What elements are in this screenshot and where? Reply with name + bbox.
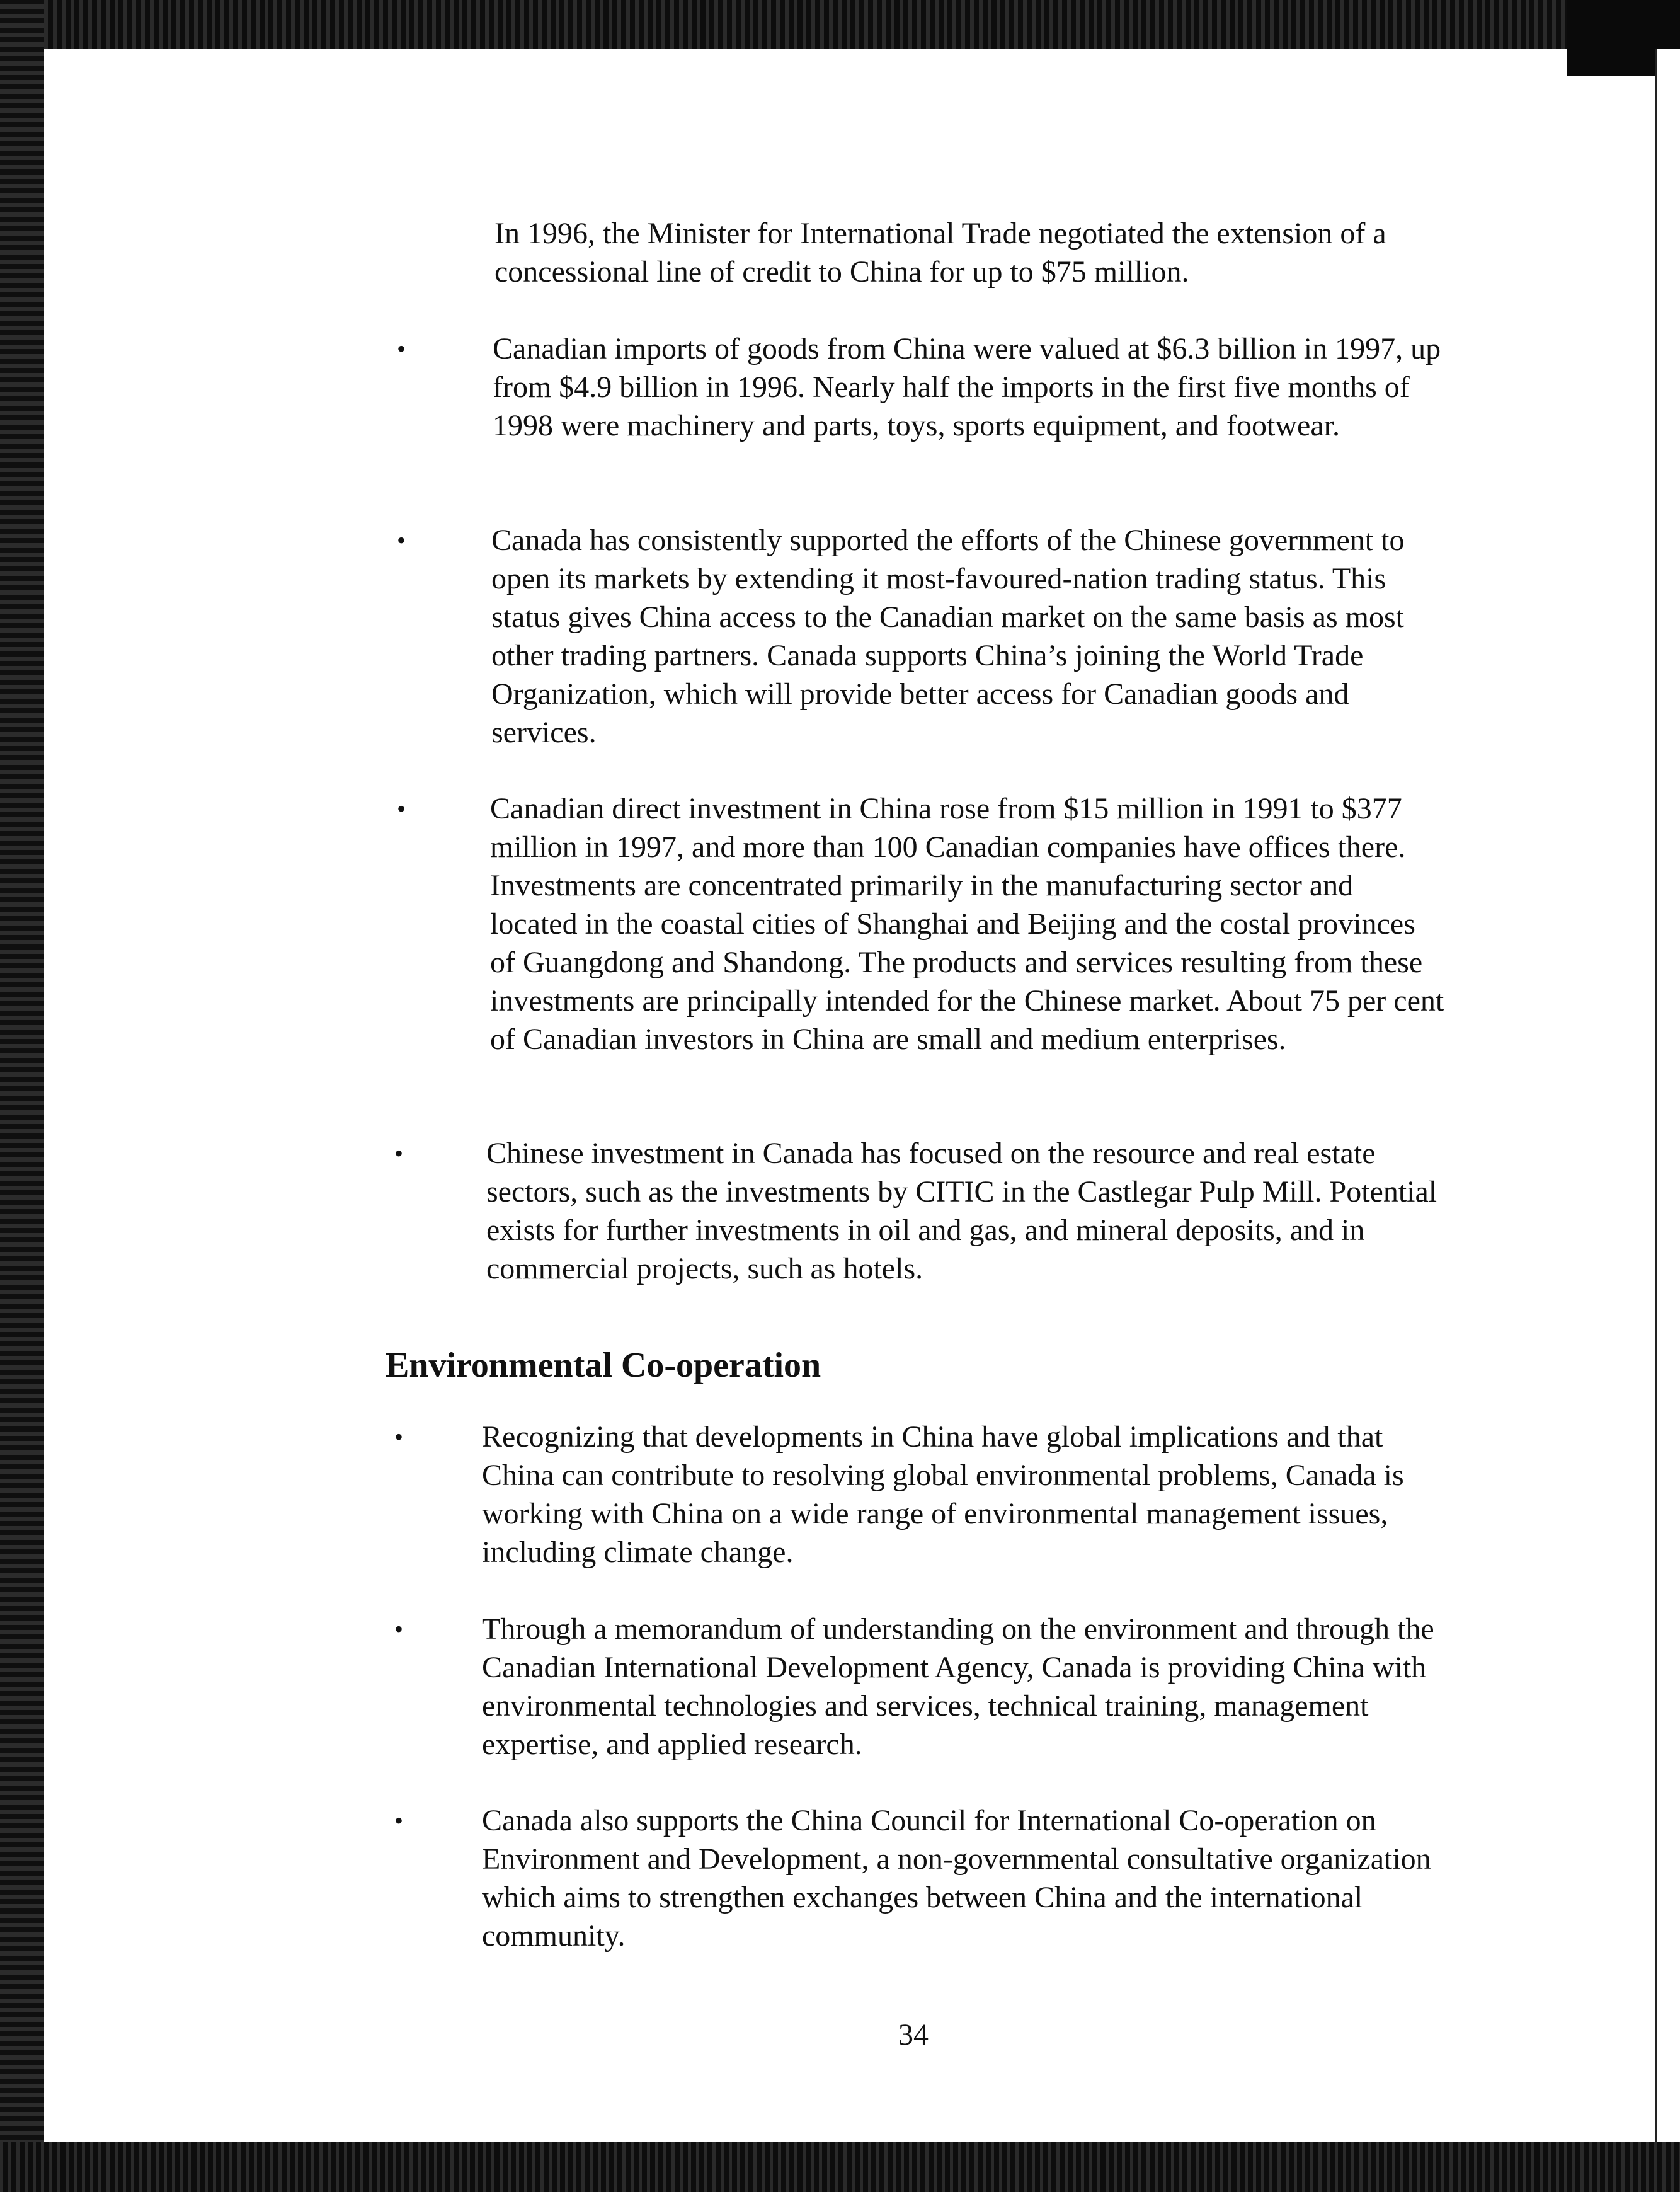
paragraph-chinese-investment: Chinese investment in Canada has focused on the resource and real estate sectors, such as the investments by CITIC in the Castlegar Pulp Mill. Potential exists for further investments in oil and gas, and mineral deposits, and in commercial projects, such as hotels. <box>486 1137 1437 1285</box>
bullet-marker: • <box>394 1806 404 1835</box>
bullet-marker: • <box>394 1615 404 1643</box>
bullet-marker: • <box>394 1423 404 1451</box>
paragraph-china-council: Canada also supports the China Council for International Co-operation on Environment and Development, a non-governmental consultative organization which aims to strengthen exchanges between China and the international community. <box>482 1804 1431 1953</box>
page-number: 34 <box>898 2018 929 2051</box>
paragraph-memorandum: Through a memorandum of understanding on the environment and through the Canadian International Development Agency, Canada is providing China with environmental technologies and services, technical training, management expertise, and applied research. <box>482 1612 1434 1761</box>
paragraph-imports: Canadian imports of goods from China were valued at $6.3 billion in 1997, up from $4.9 billion in 1996. Nearly half the imports in the first five months of 1998 were machinery and parts, toys, sports equipment, and footwear. <box>493 332 1441 442</box>
bullet-marker: • <box>394 1139 404 1168</box>
paragraph-mfn-status: Canada has consistently supported the efforts of the Chinese government to open its markets by extending it most-favoured-nation trading status. This status gives China access to the Canadian market on the same basis as most other trading partners. Canada supports China’s joining the World Trade Organization, which will provide better access for Canadian goods and services. <box>491 524 1405 749</box>
paragraph-environment-global: Recognizing that developments in China have global implications and that China can contribute to resolving global environmental problems, Canada is working with China on a wide range of environmental management issues, including climate change. <box>482 1420 1404 1569</box>
paragraph-direct-investment: Canadian direct investment in China rose from $15 million in 1991 to $377 million in 1997, and more than 100 Canadian companies have offices there. Investments are concentrated primarily in the manufacturing sector and located in the coastal cities of Shanghai and Beijing and the costal provinces of Guangdong and Shandong. The products and services resulting from these investments are principally intended for the Chinese market. About 75 per cent of Canadian investors in China are small and medium enterprises. <box>490 792 1444 1056</box>
section-heading-environment: Environmental Co-operation <box>386 1346 821 1385</box>
bullet-marker: • <box>397 795 406 823</box>
bullet-marker: • <box>397 335 406 363</box>
bullet-marker: • <box>397 526 406 554</box>
paragraph-credit-line: In 1996, the Minister for International Trade negotiated the extension of a concessional line of credit to China for up to $75 million. <box>494 217 1386 289</box>
